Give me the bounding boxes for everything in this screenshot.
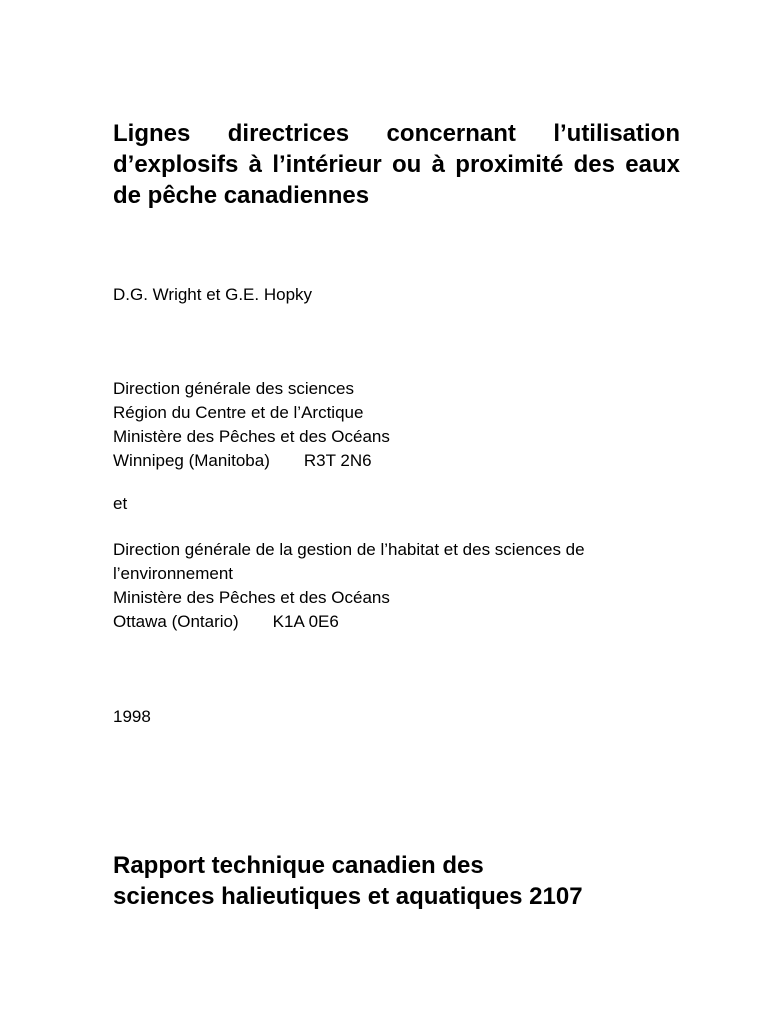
address1-line-1: Direction générale des sciences (113, 379, 354, 398)
address2-postal-code: K1A 0E6 (272, 612, 339, 631)
address1-line-2: Région du Centre et de l’Arctique (113, 403, 364, 422)
title-line-2: d’explosifs à l’intérieur ou à proximité des eaux (113, 151, 680, 178)
document-title (113, 118, 680, 211)
report-line-2: sciences halieutiques et aquatiques 2107 (113, 883, 583, 910)
title-line-3: de pêche canadiennes (113, 182, 370, 209)
address1-city-line (113, 449, 680, 473)
authors: D.G. Wright et G.E. Hopky (113, 285, 313, 304)
address2-line-2: Ministère des Pêches et des Océans (113, 588, 390, 607)
address2-city-line (113, 610, 680, 634)
address2-city: Ottawa (Ontario) (113, 612, 239, 631)
address1-postal-code: R3T 2N6 (303, 451, 372, 470)
report-series (113, 850, 583, 912)
publication-year: 1998 (113, 707, 151, 726)
address-ottawa (113, 538, 680, 634)
address1-city: Winnipeg (Manitoba) (113, 451, 270, 470)
report-line-1: Rapport technique canadien des (113, 852, 484, 879)
address1-line-3: Ministère des Pêches et des Océans (113, 427, 390, 446)
address-winnipeg (113, 377, 680, 473)
address2-line-1: Direction générale de la gestion de l’habitat et des sciences de l’environnement (113, 540, 585, 583)
conjunction: et (113, 494, 128, 513)
title-line-1: Lignes directrices concernant l’utilisation (113, 120, 680, 147)
